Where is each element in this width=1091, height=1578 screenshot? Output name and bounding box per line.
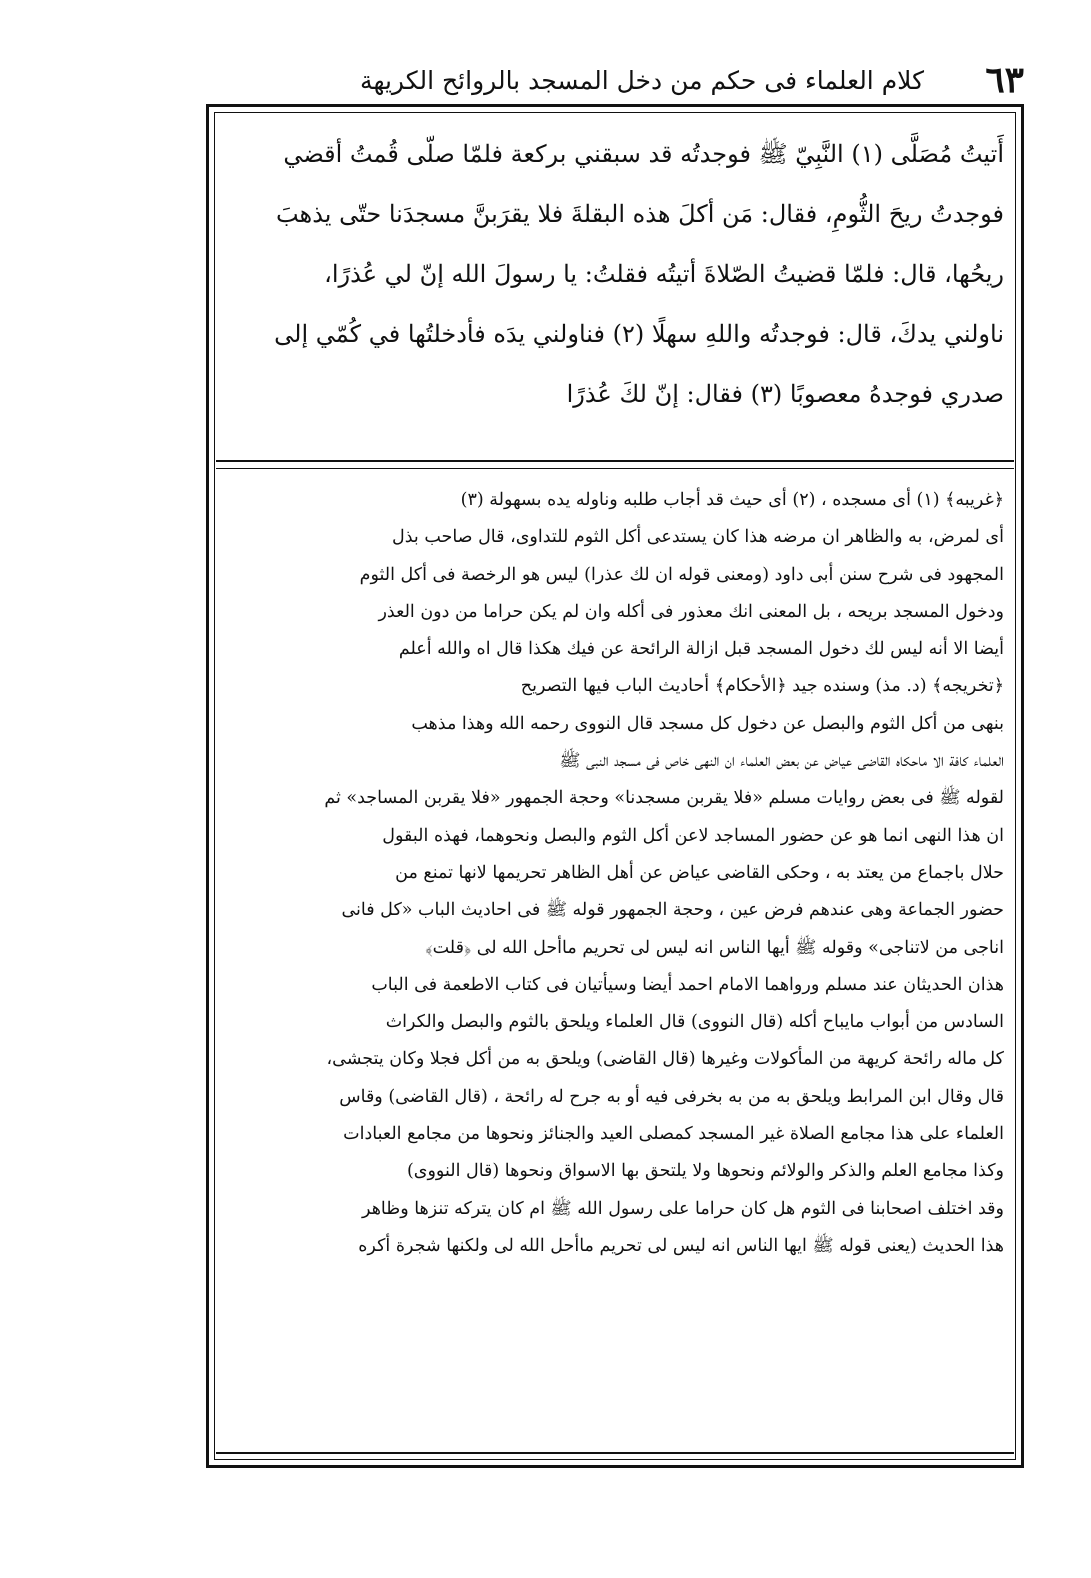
note-line: هذان الحديثان عند مسلم ورواهما الامام احمد أيضا وسيأتيان فى كتاب الاطعمة فى الباب	[371, 974, 1004, 995]
note-line: المجهود فى شرح سنن أبى داود (ومعنى قوله ان لك عذرا) ليس هو الرخصة فى أكل الثوم	[359, 564, 1004, 585]
note-line: أيضا الا أنه ليس لك دخول المسجد قبل ازالة الرائحة عن فيك هكذا قال اه والله أعلم	[398, 639, 1004, 660]
note-line: ﴿تخريجه﴾ (د. مذ) وسنده جيد ﴿الأحكام﴾ أحاديث الباب فيها التصريح	[520, 676, 1004, 697]
note-line: ﴿غريبه﴾ (١) أى مسجده ، (٢) أى حيث قد أجاب طلبه وناوله يده بسهولة (٣)	[460, 490, 1004, 510]
commentary-notes	[226, 482, 1004, 1265]
note-line: أى لمرض، به والظاهر ان مرضه هذا كان يستدعى أكل الثوم للتداوى، قال صاحب بذل	[392, 527, 1004, 548]
hadith-line: ريحُها، قال: فلمّا قضيتُ الصّلاةَ أتيتُه فقلتُ: يا رسولَ الله إنّ لي عُذرًا،	[324, 260, 1004, 288]
hadith-line: فوجدتُ ريحَ الثُّومِ، فقال: مَن أكلَ هذه البقلةَ فلا يقرَبنَّ مسجدَنا حتّى يذهبَ	[275, 200, 1004, 228]
note-line: حلال باجماع من يعتد به ، وحكى القاضى عياض عن أهل الظاهر تحريمها لانها تمنع من	[395, 862, 1004, 883]
page-number: ٦٣	[985, 59, 1024, 101]
note-line: اناجى من لاتناجى» وقوله ﷺ أيها الناس انه ليس لى تحريم ماأحل الله لى ﴿قلت﴾	[425, 937, 1004, 958]
note-line: هذا الحديث (يعنى قوله ﷺ ايها الناس انه ليس لى تحريم ماأحل الله لى ولكنها شجرة أكره	[358, 1235, 1004, 1256]
note-line: وقد اختلف اصحابنا فى الثوم هل كان حراما على رسول الله ﷺ ام كان يتركه تنزها وظاهر	[362, 1198, 1004, 1219]
note-line: حضور الجماعة وهى عندهم فرض عين ، وحجة الجمهور قوله ﷺ فى احاديث الباب «كل فانى	[341, 900, 1004, 921]
section-divider	[216, 460, 1014, 462]
hadith-line: صدري فوجدهُ معصوبًا (٣) فقال: إنّ لكَ عُذرًا	[566, 380, 1004, 408]
note-line: العلماء كافة الا ماحكاه القاضى عياض عن بعض العلماء ان النهى خاص فى مسجد النبى ﷺ	[559, 751, 1004, 772]
hadith-line: ناولني يدكَ، قال: فوجدتُه واللهِ سهلًا (٢) فناولني يدَه فأدخلتُها في كُمّي إلى	[274, 320, 1004, 348]
note-line: العلماء على هذا مجامع الصلاة غير المسجد كمصلى العيد والجنائز ونحوها من مجامع العبادات	[343, 1124, 1004, 1145]
section-divider-thin	[216, 468, 1014, 469]
running-title: كلام العلماء فى حكم من دخل المسجد بالروائح الكريهة	[360, 66, 924, 95]
note-line: لقوله ﷺ فى بعض روايات مسلم «فلا يقربن مسجدنا» وحجة الجمهور «فلا يقربن المساجد» ثم	[324, 788, 1004, 809]
hadith-text	[226, 124, 1004, 424]
hadith-line: أَتيتُ مُصَلَّى (١) النَّبِيّ ﷺ فوجدتُه قد سبقني بركعة فلمّا صلّى قُمتُ أقضي	[283, 140, 1004, 168]
page-header	[206, 60, 1024, 102]
note-line: وكذا مجامع العلم والذكر والولائم ونحوها ولا يلتحق بها الاسواق ونحوها (قال النووى)	[406, 1161, 1004, 1182]
note-line: بنهى من أكل الثوم والبصل عن دخول كل مسجد قال النووى رحمه الله وهذا مذهب	[411, 713, 1004, 734]
note-line: السادس من أبواب مايباح أكله (قال النووى) قال العلماء ويلحق بالثوم والبصل والكراث	[385, 1012, 1004, 1033]
note-line: قال وقال ابن المرابط ويلحق به من به بخرفى فيه أو به جرح له رائحة ، (قال القاضى) وقاس	[339, 1086, 1004, 1107]
note-line: ودخول المسجد بريحه ، بل المعنى انك معذور فى أكله وان لم يكن حراما من دون العذر	[378, 601, 1004, 622]
bottom-rule	[216, 1452, 1014, 1454]
note-line: ان هذا النهى انما هو عن حضور المساجد لاعن أكل الثوم والبصل ونحوهما، فهذه البقول	[382, 825, 1004, 846]
note-line: كل ماله رائحة كريهة من المأكولات وغيرها (قال القاضى) ويلحق به من أكل فجلا وكان يتجشى،	[326, 1049, 1004, 1070]
